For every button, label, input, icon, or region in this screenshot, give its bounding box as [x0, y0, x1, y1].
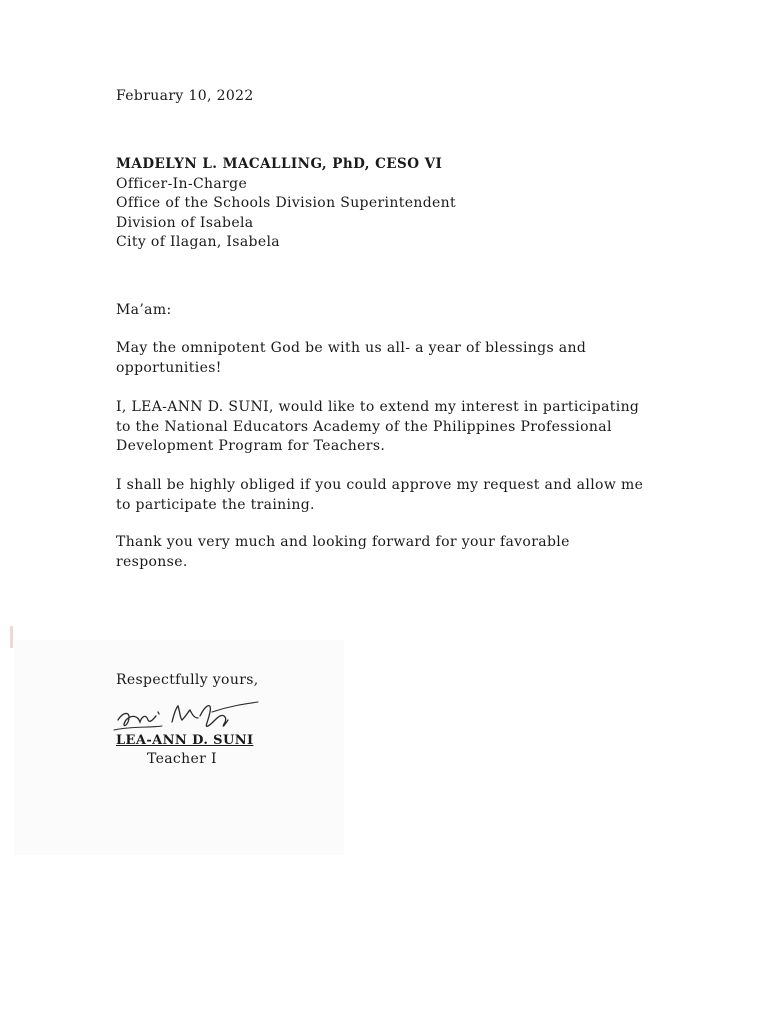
paragraph-line: Thank you very much and looking forward for your favorable — [116, 534, 570, 550]
paragraph-line: response. — [116, 553, 188, 570]
paragraph-line: I, LEA-ANN D. SUNI, would like to extend my interest in participating — [116, 399, 640, 415]
paragraph-line: to participate the training. — [116, 496, 315, 513]
signer-position: Teacher I — [147, 751, 217, 767]
letter-date: February 10, 2022 — [116, 88, 254, 104]
paragraph-thanks — [116, 533, 570, 572]
recipient-office: Office of the Schools Division Superintendent — [116, 195, 457, 211]
recipient-name: MADELYN L. MACALLING, PhD, CESO VI — [116, 156, 443, 172]
recipient-title: Officer-In-Charge — [116, 175, 248, 192]
paragraph-line: to the National Educators Academy of the Philippines Professional — [116, 418, 612, 435]
recipient-division: Division of Isabela — [116, 214, 254, 231]
signer-name: LEA-ANN D. SUNI — [116, 733, 254, 748]
salutation: Ma’am: — [116, 302, 172, 318]
closing: Respectfully yours, — [116, 672, 259, 688]
paragraph-greeting — [116, 339, 586, 378]
paragraph-line: I shall be highly obliged if you could approve my request and allow me — [116, 477, 644, 493]
paragraph-interest — [116, 398, 639, 457]
recipient-block — [116, 155, 456, 253]
paragraph-line: May the omnipotent God be with us all- a year of blessings and — [116, 340, 587, 356]
paragraph-request — [116, 476, 643, 515]
scan-mark — [10, 626, 13, 648]
paragraph-line: Development Program for Teachers. — [116, 438, 386, 454]
paragraph-line: opportunities! — [116, 359, 222, 376]
recipient-city: City of Ilagan, Isabela — [116, 234, 280, 250]
